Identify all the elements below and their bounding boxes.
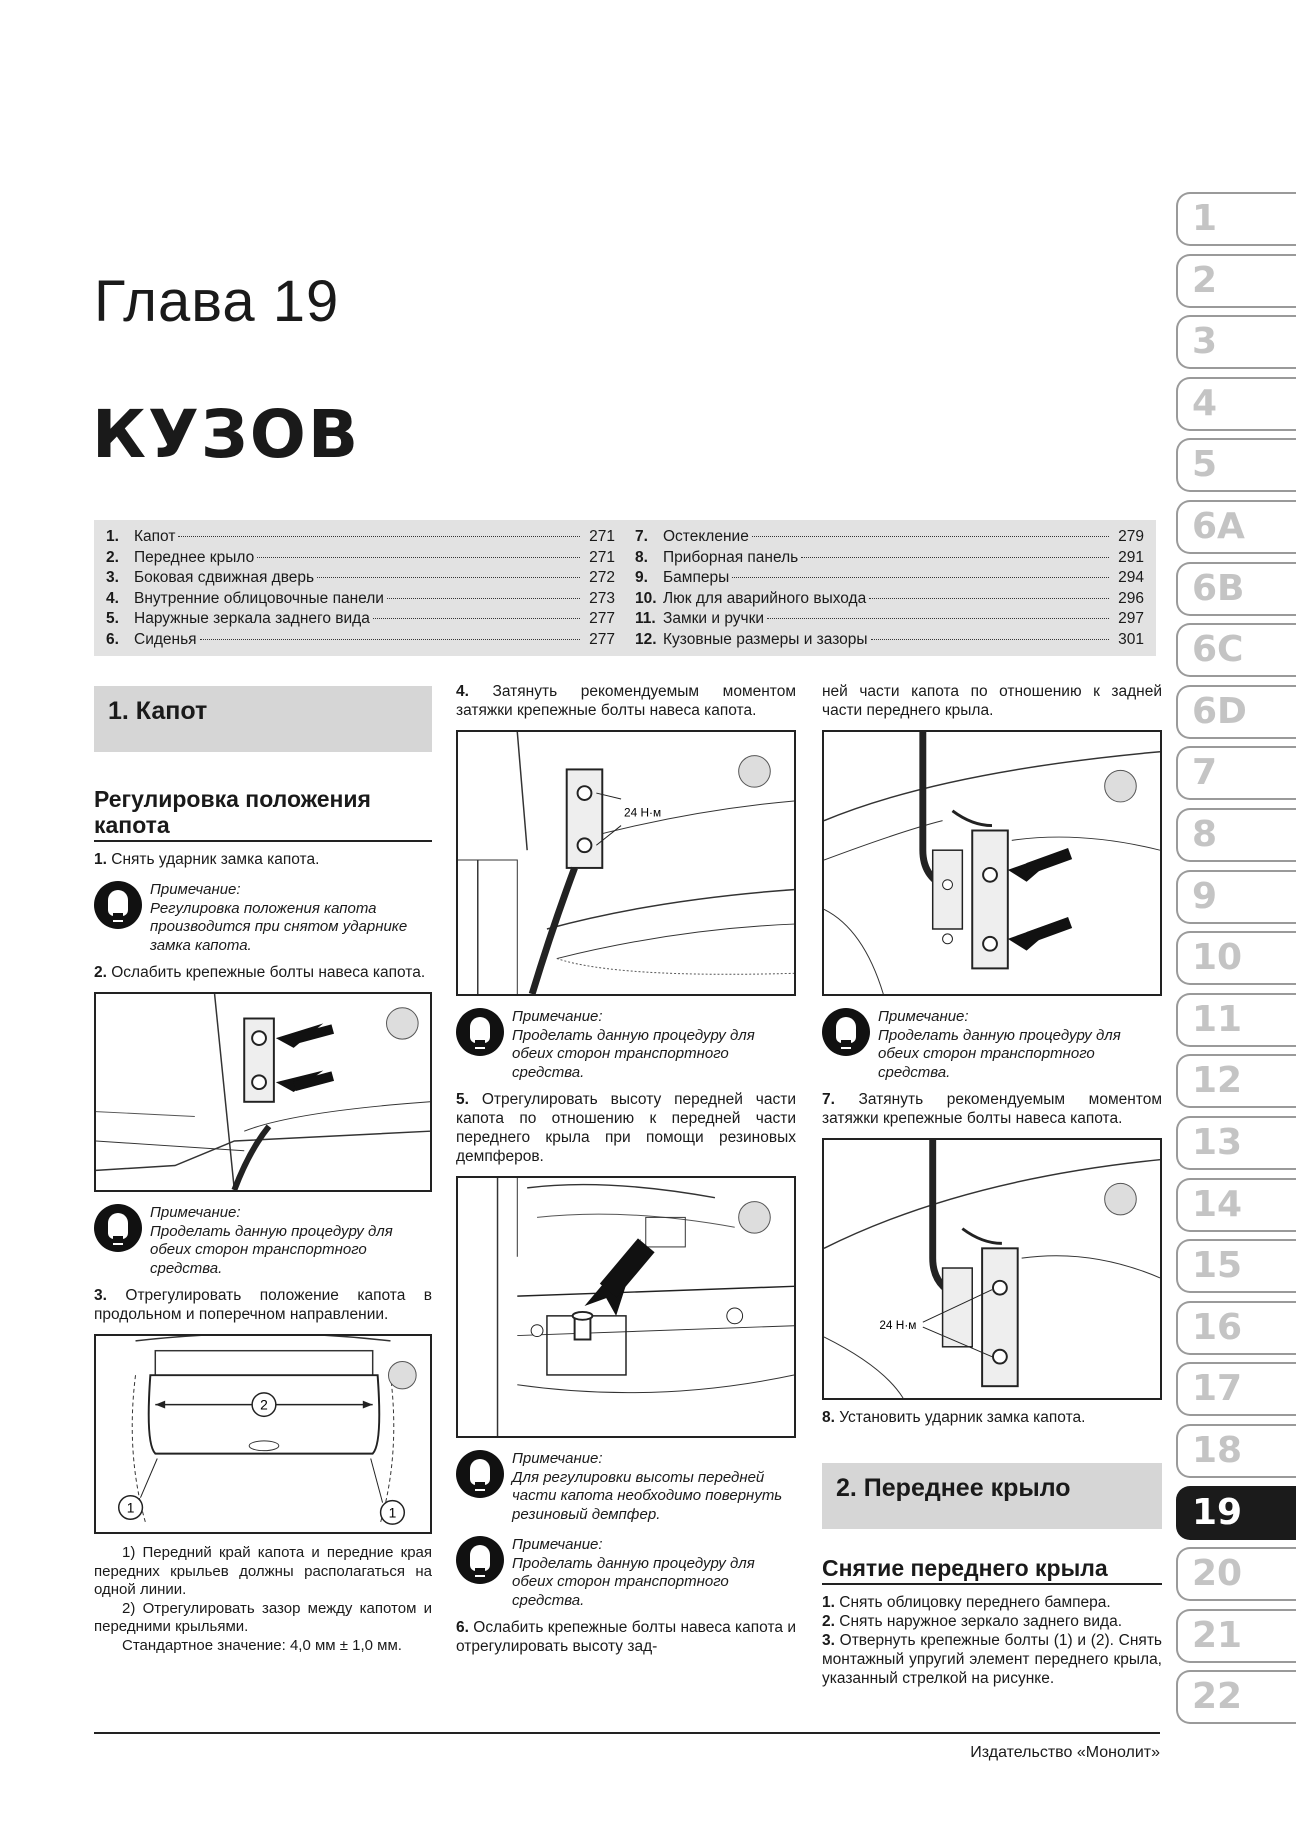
callout-1-left: 1 <box>126 1500 135 1516</box>
step-3: 3. Отрегулировать положение капота в продольном и поперечном направлении. <box>94 1287 432 1323</box>
chapter-tab-11[interactable]: 11 <box>1176 993 1296 1047</box>
publisher-footer: Издательство «Монолит» <box>970 1744 1160 1761</box>
toc-entry: 4. Внутренние облицовочные панели 273 <box>106 589 615 607</box>
callout-2: 2 <box>260 1397 268 1413</box>
note-5: Примечание: Проделать данную процедуру для обеих сторон транспортного средства. <box>456 1536 796 1610</box>
chapter-tab-15[interactable]: 15 <box>1176 1239 1296 1293</box>
chapter-tab-10[interactable]: 10 <box>1176 931 1296 985</box>
toc-column-left <box>106 527 615 649</box>
subheading-hood-adjustment: Регулировка положения капота <box>94 786 432 842</box>
chapter-tab-1[interactable]: 1 <box>1176 192 1296 246</box>
chapter-tab-19[interactable]: 19 <box>1176 1486 1296 1540</box>
note-1: Примечание: Регулировка положения капота производится при снятом ударнике замка капота. <box>94 881 432 955</box>
chapter-tab-20[interactable]: 20 <box>1176 1547 1296 1601</box>
column-2 <box>456 682 796 1656</box>
toc-entry: 11. Замки и ручки 297 <box>635 610 1144 627</box>
figure-rubber-damper <box>456 1176 796 1438</box>
toc-entry: 3. Боковая сдвижная дверь 272 <box>106 569 615 586</box>
step-6-continued: ней части капота по отношению к задней части переднего крыла. <box>822 683 1162 719</box>
chapter-tab-6b[interactable]: 6B <box>1176 562 1296 616</box>
chapter-tab-5[interactable]: 5 <box>1176 438 1296 492</box>
lightbulb-icon <box>456 1008 504 1056</box>
column-1 <box>94 686 432 1655</box>
table-of-contents <box>94 520 1156 656</box>
note-3: Примечание: Проделать данную процедуру для обеих сторон транспортного средства. <box>456 1008 796 1082</box>
chapter-tab-21[interactable]: 21 <box>1176 1609 1296 1663</box>
subheading-fender-removal: Снятие переднего крыла <box>822 1555 1162 1585</box>
chapter-tab-6a[interactable]: 6A <box>1176 500 1296 554</box>
step-7: 7. Затянуть рекомендуемым моментом затяжки крепежные болты навеса капота. <box>822 1091 1162 1127</box>
toc-entry: 1. Капот 271 <box>106 528 615 545</box>
toc-entry: 5. Наружные зеркала заднего вида 277 <box>106 610 615 627</box>
chapter-tab-16[interactable]: 16 <box>1176 1301 1296 1355</box>
note-6: Примечание: Проделать данную процедуру для обеих сторон транспортного средства. <box>822 1008 1162 1082</box>
section-heading-front-fender: 2. Переднее крыло <box>822 1463 1162 1529</box>
chapter-tab-6d[interactable]: 6D <box>1176 685 1296 739</box>
note-2: Примечание: Проделать данную процедуру для обеих сторон транспортного средства. <box>94 1204 432 1278</box>
step-1: 1. Снять ударник замка капота. <box>94 851 320 868</box>
chapter-tab-3[interactable]: 3 <box>1176 315 1296 369</box>
toc-entry: 12. Кузовные размеры и зазоры 301 <box>635 630 1144 648</box>
figure-hinge-loosen <box>94 992 432 1192</box>
chapter-tab-2[interactable]: 2 <box>1176 254 1296 308</box>
lightbulb-icon <box>94 881 142 929</box>
page-title: КУЗОВ <box>92 396 361 473</box>
step-6: 6. Ослабить крепежные болты навеса капота и отрегулировать высоту зад- <box>456 1619 796 1655</box>
figure-hood-alignment <box>94 1334 432 1534</box>
torque-label: 24 Н·м <box>624 805 662 820</box>
toc-entry: 8. Приборная панель 291 <box>635 548 1144 566</box>
column-3 <box>822 682 1162 1688</box>
chapter-tab-18[interactable]: 18 <box>1176 1424 1296 1478</box>
chapter-tab-4[interactable]: 4 <box>1176 377 1296 431</box>
chapter-tab-14[interactable]: 14 <box>1176 1178 1296 1232</box>
figure-hinge-tighten <box>456 730 796 996</box>
step-2: 2. Ослабить крепежные болты навеса капота. <box>94 964 426 981</box>
torque-label: 24 Н·м <box>879 1318 917 1333</box>
note-4: Примечание: Для регулировки высоты передней части капота необходимо повернуть резиновый демпфер. <box>456 1450 796 1524</box>
footer-divider <box>94 1732 1160 1734</box>
toc-entry: 6. Сиденья 277 <box>106 630 615 648</box>
chapter-label: Глава 19 <box>94 269 340 334</box>
figure-rear-hinge-loosen <box>822 730 1162 996</box>
chapter-tab-8[interactable]: 8 <box>1176 808 1296 862</box>
toc-entry: 10. Люк для аварийного выхода 296 <box>635 589 1144 607</box>
chapter-tab-6c[interactable]: 6C <box>1176 623 1296 677</box>
lightbulb-icon <box>456 1536 504 1584</box>
step-8: 8. Установить ударник замка капота. <box>822 1409 1086 1426</box>
fender-step-2: 2. Снять наружное зеркало заднего вида. <box>822 1613 1123 1630</box>
fender-step-1: 1. Снять облицовку переднего бампера. <box>822 1594 1111 1611</box>
chapter-tab-9[interactable]: 9 <box>1176 870 1296 924</box>
chapter-tab-13[interactable]: 13 <box>1176 1116 1296 1170</box>
chapter-tab-12[interactable]: 12 <box>1176 1054 1296 1108</box>
callout-1-right: 1 <box>388 1505 397 1521</box>
toc-entry: 9. Бамперы 294 <box>635 569 1144 586</box>
toc-entry: 2. Переднее крыло 271 <box>106 548 615 566</box>
figure-caption: 1) Передний край капота и передние края передних крыльев должны располагаться на одной линии. 2) Отрегулировать зазор между капотом и передними крыльями. Стандартное значение: 4,0 мм ± 1,0 мм. <box>94 1544 432 1654</box>
toc-column-right <box>635 527 1144 649</box>
step-4: 4. Затянуть рекомендуемым моментом затяжки крепежные болты навеса капота. <box>456 683 796 719</box>
chapter-tab-7[interactable]: 7 <box>1176 746 1296 800</box>
chapter-tab-22[interactable]: 22 <box>1176 1670 1296 1724</box>
lightbulb-icon <box>822 1008 870 1056</box>
fender-step-3: 3. Отвернуть крепежные болты (1) и (2). Снять монтажный упругий элемент переднего крыла, указанный стрелкой на рисунке. <box>822 1632 1162 1687</box>
toc-entry: 7. Остекление 279 <box>635 528 1144 545</box>
figure-rear-hinge-tighten <box>822 1138 1162 1400</box>
chapter-tab-17[interactable]: 17 <box>1176 1362 1296 1416</box>
step-5: 5. Отрегулировать высоту передней части капота по отношению к передней части переднего крыла при помощи резиновых демпферов. <box>456 1091 796 1165</box>
lightbulb-icon <box>456 1450 504 1498</box>
section-heading-hood: 1. Капот <box>94 686 432 752</box>
lightbulb-icon <box>94 1204 142 1252</box>
